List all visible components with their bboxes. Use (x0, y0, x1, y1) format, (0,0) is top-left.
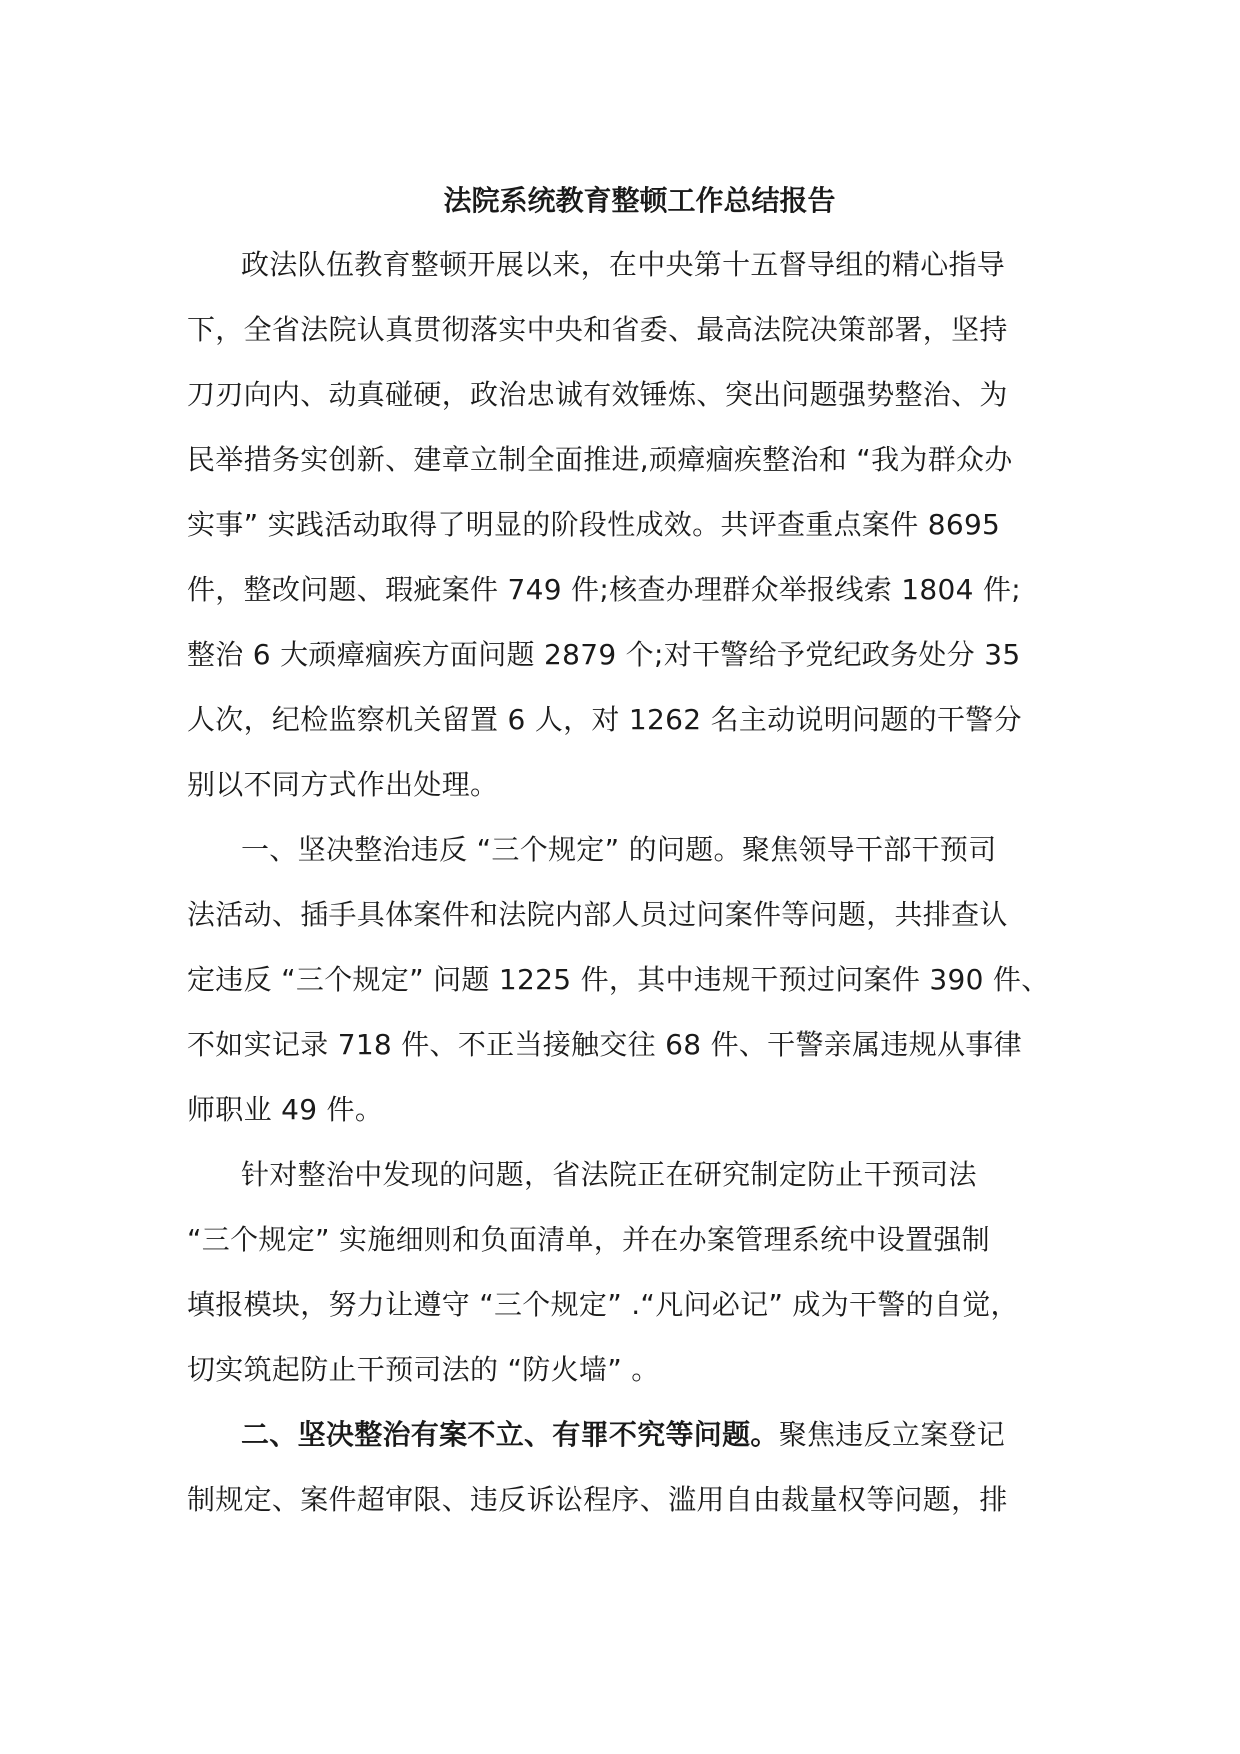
text-line: 师职业 49 件。 (187, 1093, 384, 1126)
paragraph-section-one (187, 817, 1077, 1142)
text-line: 实事” 实践活动取得了明显的阶段性成效。共评查重点案件 8695 (187, 508, 1001, 541)
document-title: 法院系统教育整顿工作总结报告 (443, 184, 836, 217)
text-line: 人次，纪检监察机关留置 6 人，对 1262 名主动说明问题的干警分 (187, 703, 1022, 736)
text-line: 一、坚决整治违反 “三个规定” 的问题。聚焦领导干部干预司 (241, 833, 997, 866)
text-line: 针对整治中发现的问题，省法院正在研究制定防止干预司法 (241, 1158, 977, 1191)
text-line: 制规定、案件超审限、违反诉讼程序、滥用自由裁量权等问题，排 (187, 1483, 1008, 1516)
text-line: 民举措务实创新、建章立制全面推进,顽瘴痼疾整治和 “我为群众办 (187, 443, 1013, 476)
paragraph-section-two (187, 1402, 1077, 1532)
text-line: “三个规定” 实施细则和负面清单，并在办案管理系统中设置强制 (187, 1223, 990, 1256)
document-page (187, 178, 1077, 1532)
text-line: 政法队伍教育整顿开展以来，在中央第十五督导组的精心指导 (241, 248, 1006, 281)
text-line: 刀刃向内、动真碰硬，政治忠诚有效锤炼、突出问题强势整治、为 (187, 378, 1008, 411)
section-heading: 二、坚决整治有案不立、有罪不究等问题。 (241, 1418, 779, 1451)
paragraph-summary (187, 232, 1077, 817)
text-line: 切实筑起防止干预司法的 “防火墙” 。 (187, 1353, 660, 1386)
text-line: 件，整改问题、瑕疵案件 749 件;核查办理群众举报线索 1804 件; (187, 573, 1021, 606)
text-line: 下，全省法院认真贯彻落实中央和省委、最高法院决策部署，坚持 (187, 313, 1008, 346)
text-line: 定违反 “三个规定” 问题 1225 件，其中违规干预过问案件 390 件、 (187, 963, 1050, 996)
paragraph-countermeasures (187, 1142, 1077, 1402)
text-run: 聚焦违反立案登记 (778, 1418, 1006, 1451)
text-line: 不如实记录 718 件、不正当接触交往 68 件、干警亲属违规从事律 (187, 1028, 1022, 1061)
text-line: 整治 6 大顽瘴痼疾方面问题 2879 个;对干警给予党纪政务处分 35 (187, 638, 1021, 671)
text-line: 别以不同方式作出处理。 (187, 768, 499, 801)
text-line: 填报模块，努力让遵守 “三个规定” .“凡问必记” 成为干警的自觉， (187, 1288, 1019, 1321)
text-line (187, 1402, 1077, 1467)
text-line: 法活动、插手具体案件和法院内部人员过问案件等问题，共排查认 (187, 898, 1008, 931)
